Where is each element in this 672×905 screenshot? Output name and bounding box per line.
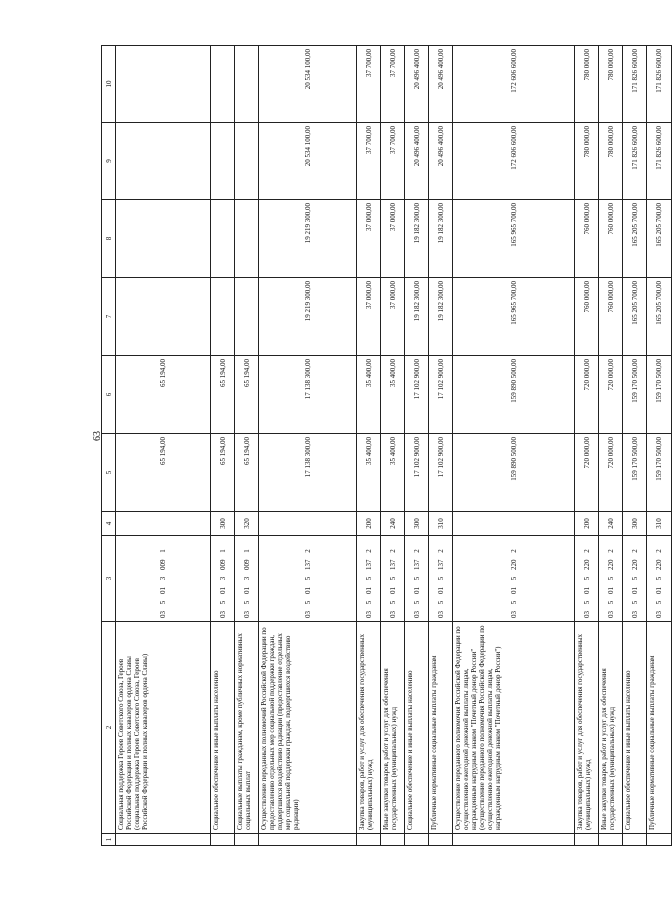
row-amount-c5: 720 000,00 — [599, 434, 623, 512]
row-amount-c8: 165 965 700,00 — [453, 200, 575, 278]
row-amount-c9: 780 000,00 — [575, 123, 599, 200]
row-amount-c9: 171 826 600,00 — [647, 123, 672, 200]
row-amount-c10: 171 826 600,00 — [623, 46, 647, 123]
row-amount-c5: 65 194,00 — [211, 434, 235, 512]
column-number: 10 — [102, 46, 116, 123]
row-amount-c9: 20 496 400,00 — [429, 123, 453, 200]
column-number: 4 — [102, 512, 116, 536]
row-amount-c10 — [235, 46, 259, 123]
row-amount-c8: 760 000,00 — [599, 200, 623, 278]
row-amount-c8: 165 205 700,00 — [647, 200, 672, 278]
row-amount-c8: 37 000,00 — [357, 200, 381, 278]
row-expense-type — [116, 512, 211, 536]
row-amount-c9 — [211, 123, 235, 200]
row-amount-c6: 17 102 900,00 — [405, 356, 429, 434]
row-amount-c6: 159 170 500,00 — [647, 356, 672, 434]
row-code: 03 5 01 5 137 2 — [405, 536, 429, 622]
row-code: 03 5 01 5 220 2 — [647, 536, 672, 622]
row-amount-c9 — [116, 123, 211, 200]
row-amount-c7: 165 965 700,00 — [453, 278, 575, 356]
row-expense-type: 200 — [575, 512, 599, 536]
row-amount-c10 — [116, 46, 211, 123]
row-amount-c8 — [211, 200, 235, 278]
row-amount-c8: 760 000,00 — [575, 200, 599, 278]
row-name: Осуществление переданных полномочий Российской Федерации по предоставлению отдельных мер социальной поддержки граждан, подвергшихся воздействию радиации (предоставление отдельных мер социальной поддержки граждан, подвергшихся воздействию радиации) — [259, 622, 357, 834]
row-name: Иные закупки товаров, работ и услуг для обеспечения государственных (муниципальных) нужд — [381, 622, 405, 834]
table-row — [575, 46, 599, 846]
rotated-table-page — [101, 46, 663, 846]
row-amount-c7 — [211, 278, 235, 356]
column-number: 5 — [102, 434, 116, 512]
row-amount-c8 — [235, 200, 259, 278]
row-name: Социальная поддержка Героев Советского Союза, Героев Российской Федерации и полных кавалеров ордена Славы (социальная поддержка Героев Советского Союза, Героев Российской Федерации и полных кавалеров ордена Славы) — [116, 622, 211, 834]
row-name: Публичные нормативные социальные выплаты гражданам — [429, 622, 453, 834]
row-amount-c10 — [211, 46, 235, 123]
row-amount-c5: 17 138 300,00 — [259, 434, 357, 512]
row-index-cell — [211, 834, 235, 846]
row-amount-c9: 171 826 600,00 — [623, 123, 647, 200]
row-amount-c6: 65 194,00 — [116, 356, 211, 434]
row-code: 03 5 01 3 009 1 — [211, 536, 235, 622]
column-number: 3 — [102, 536, 116, 622]
row-name: Иные закупки товаров, работ и услуг для обеспечения государственных (муниципальных) нужд — [599, 622, 623, 834]
row-amount-c9: 20 496 400,00 — [405, 123, 429, 200]
row-amount-c6: 159 890 500,00 — [453, 356, 575, 434]
row-amount-c7 — [116, 278, 211, 356]
row-index-cell — [116, 834, 211, 846]
column-number: 1 — [102, 834, 116, 846]
page-number: 63 — [92, 431, 103, 441]
table-row — [211, 46, 235, 846]
row-amount-c6: 17 138 300,00 — [259, 356, 357, 434]
row-index-cell — [381, 834, 405, 846]
row-expense-type: 320 — [235, 512, 259, 536]
table-row — [429, 46, 453, 846]
row-amount-c5: 17 102 900,00 — [405, 434, 429, 512]
row-amount-c10: 171 826 600,00 — [647, 46, 672, 123]
row-expense-type: 310 — [429, 512, 453, 536]
row-amount-c7: 760 000,00 — [599, 278, 623, 356]
row-amount-c9: 20 534 100,00 — [259, 123, 357, 200]
row-amount-c6: 720 000,00 — [599, 356, 623, 434]
table-row — [116, 46, 211, 846]
column-number: 9 — [102, 123, 116, 200]
row-index-cell — [357, 834, 381, 846]
table-row — [235, 46, 259, 846]
column-number: 7 — [102, 278, 116, 356]
row-amount-c7 — [235, 278, 259, 356]
row-expense-type: 300 — [211, 512, 235, 536]
budget-table — [101, 45, 672, 846]
table-body — [102, 46, 672, 846]
row-code: 03 5 01 3 009 1 — [116, 536, 211, 622]
row-amount-c7: 19 182 300,00 — [405, 278, 429, 356]
row-index-cell — [599, 834, 623, 846]
row-index-cell — [405, 834, 429, 846]
row-amount-c5: 35 400,00 — [357, 434, 381, 512]
row-amount-c10: 37 700,00 — [381, 46, 405, 123]
table-row — [453, 46, 575, 846]
row-name: Социальное обеспечение и иные выплаты населению — [211, 622, 235, 834]
row-expense-type: 310 — [647, 512, 672, 536]
row-amount-c9: 37 700,00 — [381, 123, 405, 200]
row-amount-c10: 780 000,00 — [599, 46, 623, 123]
row-amount-c5: 159 170 500,00 — [647, 434, 672, 512]
row-expense-type: 240 — [381, 512, 405, 536]
row-amount-c6: 720 000,00 — [575, 356, 599, 434]
row-amount-c8: 19 182 300,00 — [429, 200, 453, 278]
row-amount-c6: 17 102 900,00 — [429, 356, 453, 434]
row-code: 03 5 01 5 137 2 — [259, 536, 357, 622]
row-expense-type: 200 — [357, 512, 381, 536]
row-name: Социальное обеспечение и иные выплаты населению — [623, 622, 647, 834]
row-amount-c5: 65 194,00 — [235, 434, 259, 512]
row-expense-type: 240 — [599, 512, 623, 536]
row-amount-c10: 20 496 400,00 — [429, 46, 453, 123]
column-number-row — [102, 46, 116, 846]
row-amount-c6: 65 194,00 — [235, 356, 259, 434]
column-number: 6 — [102, 356, 116, 434]
row-code: 03 5 01 5 137 2 — [429, 536, 453, 622]
row-amount-c7: 760 000,00 — [575, 278, 599, 356]
row-amount-c6: 35 400,00 — [357, 356, 381, 434]
row-amount-c6: 65 194,00 — [211, 356, 235, 434]
row-index-cell — [623, 834, 647, 846]
row-amount-c10: 20 534 100,00 — [259, 46, 357, 123]
row-amount-c7: 165 205 700,00 — [647, 278, 672, 356]
row-amount-c8: 19 219 300,00 — [259, 200, 357, 278]
row-amount-c10: 20 496 400,00 — [405, 46, 429, 123]
table-row — [381, 46, 405, 846]
row-amount-c7: 37 000,00 — [381, 278, 405, 356]
row-expense-type — [453, 512, 575, 536]
row-amount-c7: 19 182 300,00 — [429, 278, 453, 356]
table-row — [623, 46, 647, 846]
row-code: 03 5 01 5 137 2 — [381, 536, 405, 622]
row-amount-c5: 17 102 900,00 — [429, 434, 453, 512]
row-name: Закупка товаров, работ и услуг для обеспечения государственных (муниципальных) нужд — [575, 622, 599, 834]
row-amount-c5: 159 890 500,00 — [453, 434, 575, 512]
table-row — [259, 46, 357, 846]
table-row — [599, 46, 623, 846]
row-name: Социальное обеспечение и иные выплаты населению — [405, 622, 429, 834]
row-amount-c9: 37 700,00 — [357, 123, 381, 200]
table-row — [357, 46, 381, 846]
row-amount-c7: 165 205 700,00 — [623, 278, 647, 356]
row-index-cell — [429, 834, 453, 846]
row-amount-c9 — [235, 123, 259, 200]
row-code: 03 5 01 5 220 2 — [623, 536, 647, 622]
row-name: Социальные выплаты гражданам, кроме публичных нормативных социальных выплат — [235, 622, 259, 834]
row-index-cell — [235, 834, 259, 846]
row-code: 03 5 01 5 137 2 — [357, 536, 381, 622]
row-amount-c8: 19 182 300,00 — [405, 200, 429, 278]
row-amount-c8: 37 000,00 — [381, 200, 405, 278]
row-expense-type: 300 — [405, 512, 429, 536]
row-code: 03 5 01 5 220 2 — [453, 536, 575, 622]
row-amount-c5: 35 400,00 — [381, 434, 405, 512]
table-row — [405, 46, 429, 846]
row-amount-c9: 780 000,00 — [599, 123, 623, 200]
row-amount-c7: 37 000,00 — [357, 278, 381, 356]
row-code: 03 5 01 5 220 2 — [575, 536, 599, 622]
row-amount-c5: 720 000,00 — [575, 434, 599, 512]
row-code: 03 5 01 3 009 1 — [235, 536, 259, 622]
row-amount-c8 — [116, 200, 211, 278]
row-amount-c10: 780 000,00 — [575, 46, 599, 123]
row-amount-c5: 159 170 500,00 — [623, 434, 647, 512]
row-amount-c6: 159 170 500,00 — [623, 356, 647, 434]
table-row — [647, 46, 672, 846]
row-amount-c7: 19 219 300,00 — [259, 278, 357, 356]
row-code: 03 5 01 5 220 2 — [599, 536, 623, 622]
row-name: Закупка товаров, работ и услуг для обеспечения государственных (муниципальных) нужд — [357, 622, 381, 834]
row-expense-type — [259, 512, 357, 536]
row-index-cell — [647, 834, 672, 846]
row-index-cell — [575, 834, 599, 846]
row-amount-c10: 172 606 600,00 — [453, 46, 575, 123]
column-number: 2 — [102, 622, 116, 834]
row-amount-c10: 37 700,00 — [357, 46, 381, 123]
row-expense-type: 300 — [623, 512, 647, 536]
row-index-cell — [259, 834, 357, 846]
row-amount-c6: 35 400,00 — [381, 356, 405, 434]
row-amount-c9: 172 606 600,00 — [453, 123, 575, 200]
row-index-cell — [453, 834, 575, 846]
column-number: 8 — [102, 200, 116, 278]
row-amount-c5: 65 194,00 — [116, 434, 211, 512]
row-name: Публичные нормативные социальные выплаты гражданам — [647, 622, 672, 834]
row-amount-c8: 165 205 700,00 — [623, 200, 647, 278]
row-name: Осуществление переданного полномочия Российской Федерации по осуществлению ежегодной денежной выплаты лицам, награжденным нагрудным знаком "Почетный донор России" (осуществление переданного полномочия Российской Федерации по осуществлению ежегодной денежной выплаты лицам, награжденным нагрудным знаком "Почетный донор России") — [453, 622, 575, 834]
